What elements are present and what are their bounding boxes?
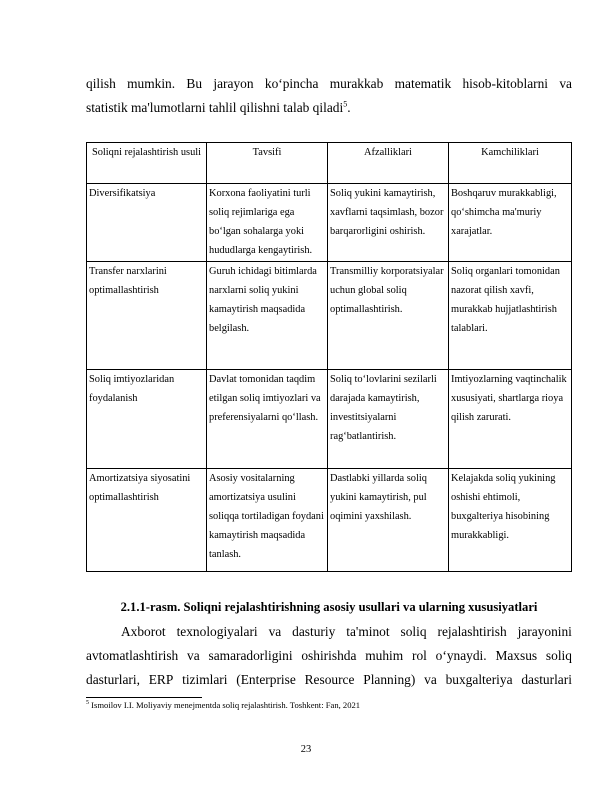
table-cell: Imtiyozlarning vaqtinchalik xususiyati, shartlarga rioya qilish zarurati. — [449, 370, 572, 469]
table-cell: Kelajakda soliq yukining oshishi ehtimoli, buxgalteriya hisobining murakkabligi. — [449, 469, 572, 572]
paragraph-intro-line-1 — [86, 72, 572, 96]
word: muhim — [365, 648, 404, 663]
word: Resource — [304, 672, 355, 687]
footnote-ref: 5 — [343, 99, 348, 109]
word: va — [424, 672, 437, 687]
word: jarayon — [213, 76, 254, 91]
word: matematik — [394, 76, 452, 91]
word: va — [559, 76, 572, 91]
paragraph-line — [86, 668, 572, 692]
tax-planning-methods-table — [86, 142, 572, 572]
word: Bu — [186, 76, 203, 91]
table-row — [87, 370, 572, 469]
header-description: Tavsifi — [207, 143, 328, 184]
word: dasturiy — [292, 624, 336, 639]
paragraph-line — [86, 620, 572, 644]
page-number: 23 — [300, 744, 312, 755]
table-cell: Soliq to‘lovlarini sezilarli darajada kamaytirish, investitsiyalarni rag‘batlantirish. — [328, 370, 449, 469]
table-cell: Soliq yukini kamaytirish, xavflarni taqsimlash, bozor barqarorligini oshirish. — [328, 184, 449, 262]
word: ERP — [148, 672, 174, 687]
table-cell: Amortizatsiya siyosatini optimallashtirish — [87, 469, 207, 572]
word: murakkab — [329, 76, 384, 91]
table-cell: Transmilliy korporatsiyalar uchun global soliq optimallashtirish. — [328, 262, 449, 370]
table-cell: Korxona faoliyatini turli soliq rejimlariga ega bo‘lgan sohalarga yoki hududlarga kengaytirish. — [207, 184, 328, 262]
header-disadvantages: Kamchiliklari — [449, 143, 572, 184]
table-cell: Guruh ichidagi bitimlarda narxlarni soliq yukini kamaytirish maqsadida belgilash. — [207, 262, 328, 370]
table-cell: Boshqaruv murakkabligi, qo‘shimcha ma'muriy xarajatlar. — [449, 184, 572, 262]
word: mumkin. — [127, 76, 176, 91]
footnote — [86, 699, 572, 711]
footnote-number: 5 — [86, 700, 89, 707]
word: avtomatlashtirish — [86, 648, 179, 663]
word: va — [268, 624, 282, 639]
word: soliq — [400, 624, 427, 639]
table-row — [87, 184, 572, 262]
word: dasturlari, — [86, 672, 140, 687]
word: oshirishda — [301, 648, 357, 663]
word: texnologiyalari — [176, 624, 258, 639]
word: tizimlari — [182, 672, 228, 687]
word: qilish — [86, 76, 116, 91]
word: soliq — [545, 648, 572, 663]
table-row — [87, 262, 572, 370]
table-cell: Diversifikatsiya — [87, 184, 207, 262]
table-cell: Transfer narxlarini optimallashtirish — [87, 262, 207, 370]
table-header-row — [87, 143, 572, 184]
word: rol — [411, 648, 427, 663]
footnote-divider — [86, 697, 202, 698]
word: hisob-kitoblarni — [462, 76, 549, 91]
table-row — [87, 469, 572, 572]
word: samaradorligini — [208, 648, 293, 663]
word: Maxsus — [495, 648, 538, 663]
word: ko‘pincha — [264, 76, 319, 91]
table-cell: Soliq organlari tomonidan nazorat qilish xavfi, murakkab hujjatlashtirish talablari. — [449, 262, 572, 370]
word: jarayonini — [517, 624, 572, 639]
table-cell: Dastlabki yillarda soliq yukini kamaytirish, pul oqimini yaxshilash. — [328, 469, 449, 572]
footnote-text: Ismoilov I.I. Moliyaviy menejmentda soliq rejalashtirish. Toshkent: Fan, 2021 — [89, 700, 361, 710]
paragraph-intro — [86, 72, 572, 120]
word: rejalashtirish — [437, 624, 507, 639]
word: Planning) — [363, 672, 416, 687]
header-advantages: Afzalliklari — [328, 143, 449, 184]
word: (Enterprise — [236, 672, 296, 687]
table-cell: Asosiy vositalarning amortizatsiya usulini soliqqa tortiladigan foydani kamaytirish maqsadida tanlash. — [207, 469, 328, 572]
word: buxgalteriya — [445, 672, 513, 687]
word: o‘ynaydi. — [435, 648, 487, 663]
word: dasturlari — [521, 672, 572, 687]
paragraph-intro-line-2: statistik ma'lumotlarni tahlil qilishni talab qiladi$^5$. — [86, 99, 351, 115]
paragraph-line — [86, 644, 572, 668]
word: ta'minot — [346, 624, 390, 639]
paragraph-it-software — [86, 620, 572, 692]
word: Axborot — [121, 624, 166, 639]
figure-caption: 2.1.1-rasm. Soliqni rejalashtirishning asosiy usullari va ularning xususiyatlari — [120, 600, 538, 614]
word: va — [187, 648, 200, 663]
table-cell: Soliq imtiyozlaridan foydalanish — [87, 370, 207, 469]
header-method: Soliqni rejalashtirish usuli — [87, 143, 207, 184]
table-cell: Davlat tomonidan taqdim etilgan soliq imtiyozlari va preferensiyalarni qo‘llash. — [207, 370, 328, 469]
